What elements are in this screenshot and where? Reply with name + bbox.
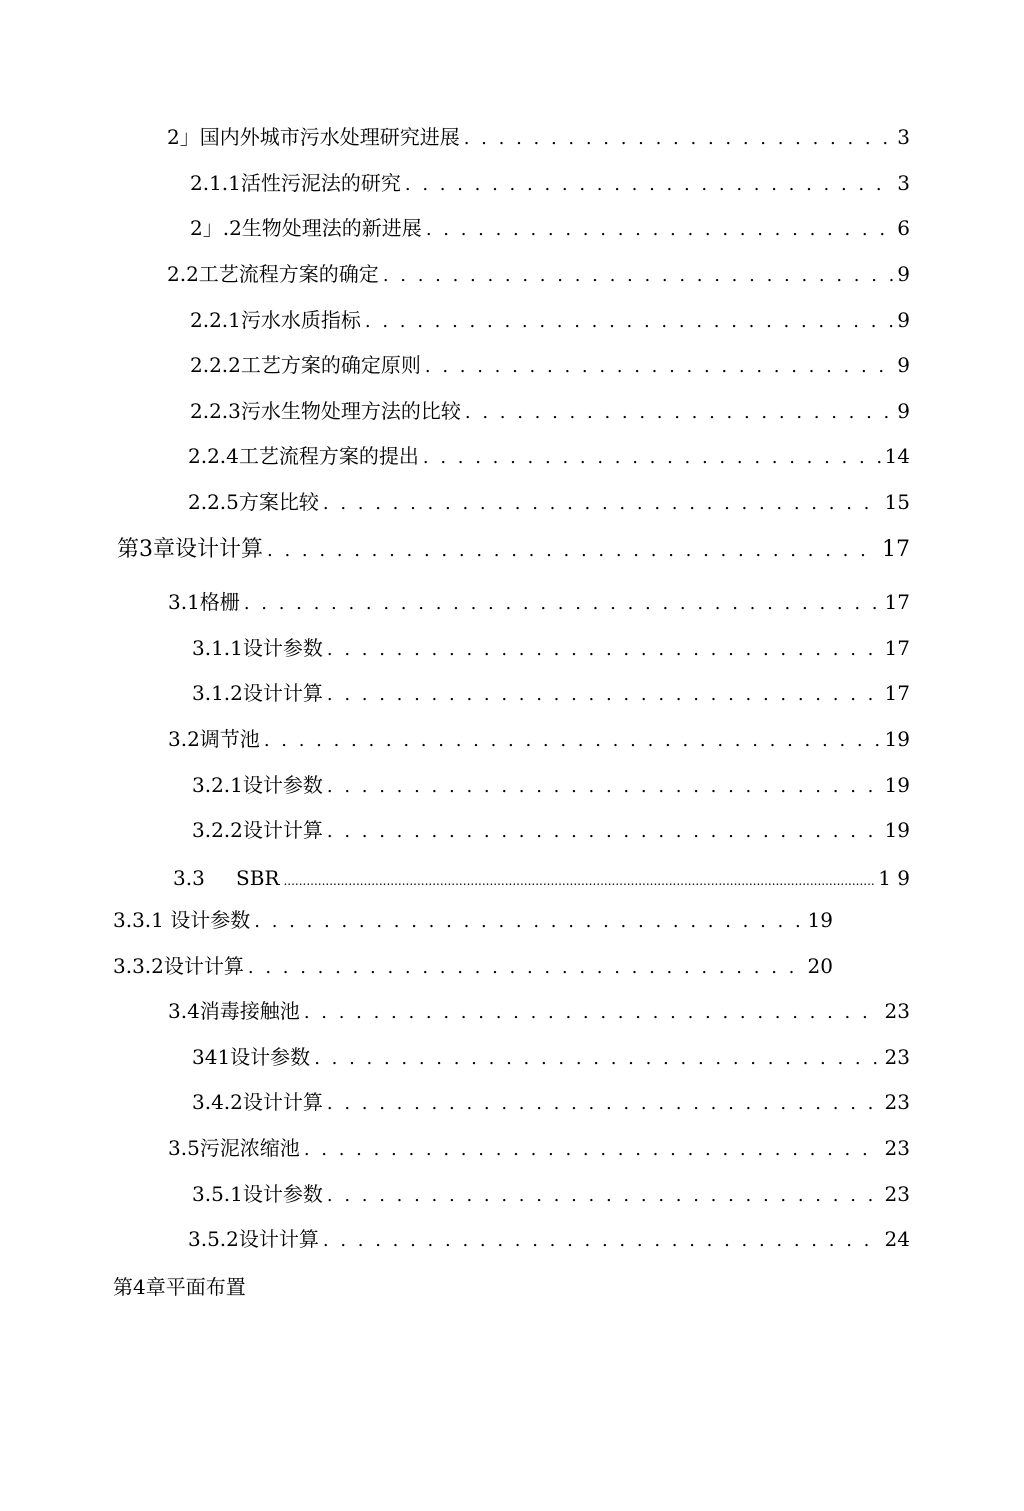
toc-page-number: 23 xyxy=(884,999,910,1023)
toc-page-number: 19 xyxy=(807,908,833,932)
toc-leader-dots xyxy=(327,636,881,664)
toc-leader-dots xyxy=(304,999,881,1027)
toc-leader-dots xyxy=(327,773,881,801)
toc-entry-title: 第3章设计计算 xyxy=(117,537,263,562)
toc-entry-title: 2.2.3污水生物处理方法的比较 xyxy=(190,399,461,423)
toc-leader-dots xyxy=(365,308,893,336)
toc-entry-title: 3.2调节池 xyxy=(168,727,260,751)
toc-entry[interactable] xyxy=(168,588,910,616)
toc-page-number: 17 xyxy=(884,590,910,614)
toc-leader-dots xyxy=(323,490,881,518)
toc-page-number: 9 xyxy=(897,308,910,332)
toc-leader-dots xyxy=(304,1136,881,1164)
toc-entry[interactable] xyxy=(190,351,910,379)
toc-entry-title: 3.4消毒接触池 xyxy=(168,999,300,1023)
toc-leader-dots xyxy=(327,681,881,709)
toc-leader-dots xyxy=(248,954,804,982)
toc-entry-title: 2.2.2工艺方案的确定原则 xyxy=(190,353,421,377)
toc-entry-title: 3.1格栅 xyxy=(168,590,240,614)
toc-page-number: 23 xyxy=(884,1182,910,1206)
toc-page-number: 23 xyxy=(884,1136,910,1160)
toc-entry-title: 2.2.1污水水质指标 xyxy=(190,308,361,332)
toc-entry-title: 3.1.1设计参数 xyxy=(192,636,323,660)
toc-entry[interactable] xyxy=(190,214,910,242)
toc-entry-title: 3.2.2设计计算 xyxy=(192,818,323,842)
toc-entry-sbr[interactable] xyxy=(173,864,910,892)
toc-page-number: 15 xyxy=(884,490,910,514)
toc-entry[interactable] xyxy=(192,816,910,844)
toc-leader-dots xyxy=(314,1045,880,1073)
toc-chapter-heading[interactable]: 第4章平面布置 xyxy=(113,1275,246,1299)
toc-leader-dots xyxy=(465,399,893,427)
toc-page-number: 9 xyxy=(897,353,910,377)
toc-page-number: 19 xyxy=(884,727,910,751)
toc-entry-text: SBR xyxy=(236,866,280,890)
toc-page-number: 3 xyxy=(897,125,910,149)
toc-page-number: 17 xyxy=(884,681,910,705)
toc-page-number: 23 xyxy=(884,1045,910,1069)
toc-entry-title: 3.5.2设计计算 xyxy=(188,1227,319,1251)
toc-entry-number: 3.3 xyxy=(173,866,205,890)
toc-entry-title: 2」.2生物处理法的新进展 xyxy=(190,216,422,240)
toc-entry-title: 2.1.1活性污泥法的研究 xyxy=(190,171,401,195)
toc-leader-dots xyxy=(267,537,878,565)
toc-entry[interactable] xyxy=(192,679,910,707)
toc-page-number: 9 xyxy=(897,399,910,423)
toc-entry[interactable] xyxy=(188,488,910,516)
toc-entry-title: 3.3.1 设计参数 xyxy=(113,908,251,932)
toc-page-number: 19 xyxy=(884,818,910,842)
toc-leader-dots xyxy=(423,444,881,472)
toc-page-number: 14 xyxy=(884,444,910,468)
toc-page-number: 17 xyxy=(884,636,910,660)
toc-chapter-entry[interactable] xyxy=(117,536,910,564)
toc-leader-dots xyxy=(425,353,893,381)
toc-entry-title: 3.5污泥浓缩池 xyxy=(168,1136,300,1160)
toc-entry[interactable] xyxy=(188,1225,910,1253)
toc-entry[interactable] xyxy=(188,442,910,470)
toc-entry-title: 3.2.1设计参数 xyxy=(192,773,323,797)
toc-entry[interactable] xyxy=(190,169,910,197)
toc-page-number: 19 xyxy=(884,773,910,797)
toc-leader-dots xyxy=(283,867,874,895)
toc-page-number: 23 xyxy=(884,1090,910,1114)
toc-leader-dots xyxy=(383,262,893,290)
toc-entry[interactable] xyxy=(113,952,833,980)
toc-entry-title: 2.2.5方案比较 xyxy=(188,490,319,514)
toc-entry-title: 3.4.2设计计算 xyxy=(192,1090,323,1114)
toc-leader-dots xyxy=(426,216,893,244)
toc-leader-dots xyxy=(327,818,881,846)
toc-page-number: 24 xyxy=(884,1227,910,1251)
toc-entry[interactable] xyxy=(192,1043,910,1071)
toc-page-number: 3 xyxy=(897,171,910,195)
toc-entry[interactable] xyxy=(168,997,910,1025)
toc-entry[interactable] xyxy=(167,260,910,288)
toc-entry-title: 3.3.2设计计算 xyxy=(113,954,244,978)
toc-entry[interactable] xyxy=(192,771,910,799)
toc-entry-title xyxy=(173,864,279,892)
toc-entry-title: 2」国内外城市污水处理研究进展 xyxy=(167,125,460,149)
toc-leader-dots xyxy=(264,727,881,755)
toc-page-number: 17 xyxy=(882,537,910,562)
toc-entry-title: 3.5.1设计参数 xyxy=(192,1182,323,1206)
toc-leader-dots xyxy=(327,1090,881,1118)
toc-entry[interactable] xyxy=(192,1180,910,1208)
toc-entry-title: 2.2工艺流程方案的确定 xyxy=(167,262,379,286)
toc-entry[interactable] xyxy=(167,123,910,151)
toc-leader-dots xyxy=(405,171,893,199)
toc-leader-dots xyxy=(254,908,803,936)
toc-page-number: 20 xyxy=(807,954,833,978)
toc-entry[interactable] xyxy=(190,397,910,425)
toc-leader-dots xyxy=(327,1182,881,1210)
toc-entry-title: 2.2.4工艺流程方案的提出 xyxy=(188,444,419,468)
toc-entry[interactable] xyxy=(192,634,910,662)
toc-entry-title: 3.1.2设计计算 xyxy=(192,681,323,705)
toc-leader-dots xyxy=(323,1227,881,1255)
toc-page-number: 6 xyxy=(897,216,910,240)
toc-page-number: 9 xyxy=(897,262,910,286)
toc-entry[interactable] xyxy=(168,725,910,753)
toc-page-number: 1 9 xyxy=(878,866,910,890)
toc-entry[interactable] xyxy=(168,1134,910,1162)
toc-entry-title: 341设计参数 xyxy=(192,1045,311,1069)
toc-leader-dots xyxy=(244,590,881,618)
toc-entry[interactable] xyxy=(190,306,910,334)
toc-entry[interactable] xyxy=(113,906,833,934)
toc-entry[interactable] xyxy=(192,1088,910,1116)
toc-leader-dots xyxy=(464,125,894,153)
